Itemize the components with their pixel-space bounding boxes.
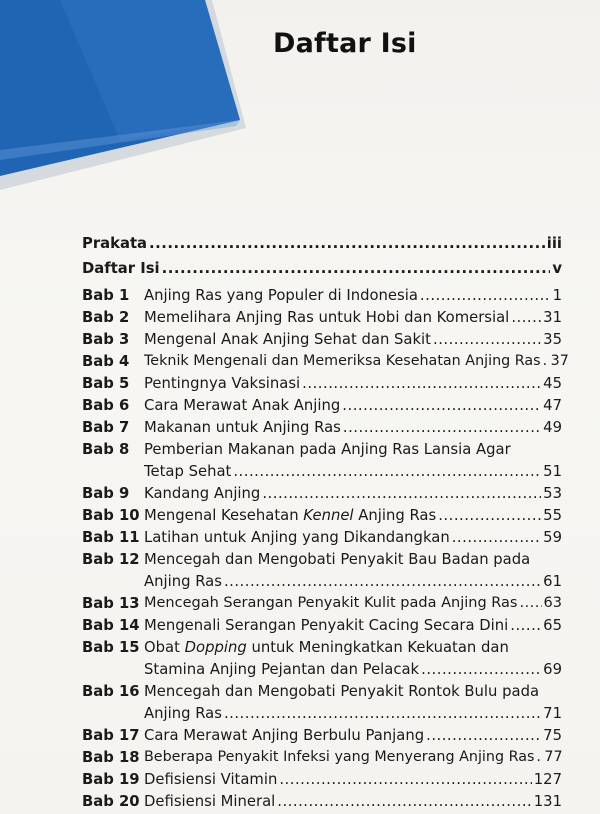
chapter-number: Bab 12 xyxy=(82,551,140,568)
dot-leader xyxy=(233,463,541,480)
entry-page: 63 xyxy=(543,595,562,611)
entry-title: Teknik Mengenali dan Memeriksa Kesehatan Anjing Ras xyxy=(144,353,541,369)
toc-entry-bab-8-line-2 xyxy=(144,463,562,480)
toc-entry-bab-17 xyxy=(144,727,562,744)
entry-title: Kandang Anjing xyxy=(144,485,261,502)
chapter-number: Bab 15 xyxy=(82,639,140,656)
toc-entry-bab-16-line-2 xyxy=(144,705,562,722)
chapter-number: Bab 3 xyxy=(82,331,130,348)
entry-title: Mencegah dan Mengobati Penyakit Bau Badan pada xyxy=(144,551,531,568)
entry-title: Daftar Isi xyxy=(82,260,160,277)
toc-entry-prakata xyxy=(82,235,562,252)
entry-page: 69 xyxy=(543,661,562,678)
toc-entry-bab-6 xyxy=(144,397,562,414)
entry-page: 75 xyxy=(543,727,562,744)
chapter-number: Bab 5 xyxy=(82,375,130,392)
entry-page: 53 xyxy=(543,485,562,502)
chapter-number: Bab 11 xyxy=(82,529,140,546)
toc-entry-bab-18 xyxy=(144,749,562,765)
entry-page: 45 xyxy=(543,375,562,392)
entry-page: v xyxy=(552,260,562,277)
dot-leader xyxy=(433,331,541,348)
entry-title: Mengenali Serangan Penyakit Cacing Secara Dini xyxy=(144,617,509,634)
dot-leader xyxy=(511,309,541,326)
entry-page: 55 xyxy=(543,507,562,524)
entry-title: Latihan untuk Anjing yang Dikandangkan xyxy=(144,529,450,546)
entry-page: 51 xyxy=(543,463,562,480)
entry-page: 1 xyxy=(552,287,562,304)
entry-page: 49 xyxy=(543,419,562,436)
entry-title-continued: Stamina Anjing Pejantan dan Pelacak xyxy=(144,661,420,678)
entry-title-continued: Anjing Ras xyxy=(144,573,222,590)
toc-entry-bab-7 xyxy=(144,419,562,436)
entry-title-continued: Anjing Ras xyxy=(144,705,222,722)
toc-entry-bab-13 xyxy=(144,595,562,611)
toc-entry-bab-20 xyxy=(144,793,562,810)
toc-entry-bab-5 xyxy=(144,375,562,392)
entry-title: Makanan untuk Anjing Ras xyxy=(144,419,341,436)
entry-title-continued: Tetap Sehat xyxy=(144,463,232,480)
chapter-number: Bab 8 xyxy=(82,441,130,458)
toc-entry-bab-10 xyxy=(144,507,562,524)
chapter-number: Bab 2 xyxy=(82,309,130,326)
dot-leader xyxy=(420,287,551,304)
entry-page: 65 xyxy=(543,617,562,634)
entry-page: 35 xyxy=(543,331,562,348)
dot-leader xyxy=(343,419,541,436)
page-title: Daftar Isi xyxy=(273,28,417,59)
dot-leader xyxy=(279,771,531,788)
title-part: untuk Meningkatkan Kekuatan dan xyxy=(246,639,509,656)
toc-entry-bab-2 xyxy=(144,309,562,326)
entry-page: 131 xyxy=(533,793,562,810)
entry-page: iii xyxy=(546,235,562,252)
dot-leader xyxy=(426,727,541,744)
toc-entry-bab-16-line-1 xyxy=(144,683,539,700)
toc-entry-bab-1 xyxy=(144,287,562,304)
dot-leader xyxy=(302,375,541,392)
entry-title: Memelihara Anjing Ras untuk Hobi dan Komersial xyxy=(144,309,510,326)
chapter-number: Bab 9 xyxy=(82,485,130,502)
entry-title: Mencegah Serangan Penyakit Kulit pada Anjing Ras xyxy=(144,595,518,611)
chapter-number: Bab 13 xyxy=(82,595,140,612)
entry-title: Cara Merawat Anak Anjing xyxy=(144,397,341,414)
entry-page: 37 xyxy=(550,353,569,369)
chapter-number: Bab 19 xyxy=(82,771,140,788)
dot-leader xyxy=(421,661,541,678)
chapter-number: Bab 7 xyxy=(82,419,130,436)
chapter-number: Bab 6 xyxy=(82,397,130,414)
entry-page: 59 xyxy=(543,529,562,546)
title-part: Obat xyxy=(144,639,185,656)
entry-title: Anjing Ras yang Populer di Indonesia xyxy=(144,287,418,304)
title-part: Mengenal Kesehatan xyxy=(144,507,304,524)
toc-entry-bab-12-line-1 xyxy=(144,551,530,568)
dot-leader xyxy=(452,529,541,546)
chapter-number: Bab 20 xyxy=(82,793,140,810)
toc-entry-bab-4 xyxy=(144,353,569,369)
entry-page: 47 xyxy=(543,397,562,414)
entry-title: Pemberian Makanan pada Anjing Ras Lansia Agar xyxy=(144,441,511,458)
title-part: Anjing Ras xyxy=(353,507,437,524)
dot-leader xyxy=(543,353,549,369)
toc-entry-bab-8-line-1 xyxy=(144,441,511,458)
entry-title: Defisiensi Mineral xyxy=(144,793,276,810)
dot-leader xyxy=(519,595,541,611)
entry-title: Prakata xyxy=(82,235,148,252)
entry-title: Cara Merawat Anjing Berbulu Panjang xyxy=(144,727,425,744)
entry-title: Defisiensi Vitamin xyxy=(144,771,278,788)
entry-page: 31 xyxy=(543,309,562,326)
entry-page: 61 xyxy=(543,573,562,590)
entry-title: Beberapa Penyakit Infeksi yang Menyerang Anjing Ras xyxy=(144,749,535,765)
dot-leader xyxy=(510,617,541,634)
dot-leader xyxy=(438,507,541,524)
entry-title: Mencegah dan Mengobati Penyakit Rontok Bulu pada xyxy=(144,683,540,700)
entry-title: Mengenal Anak Anjing Sehat dan Sakit xyxy=(144,331,431,348)
entry-title xyxy=(144,639,509,656)
title-italic-part: Dopping xyxy=(184,639,247,656)
chapter-number: Bab 18 xyxy=(82,749,140,766)
chapter-number: Bab 16 xyxy=(82,683,140,700)
title-italic-part: Kennel xyxy=(303,507,354,524)
toc-entry-bab-15-line-2 xyxy=(144,661,562,678)
entry-page: 71 xyxy=(543,705,562,722)
toc-entry-daftar-isi xyxy=(82,260,562,277)
toc-entry-bab-15-line-1 xyxy=(144,639,509,656)
entry-title: Pentingnya Vaksinasi xyxy=(144,375,301,392)
toc-entry-bab-12-line-2 xyxy=(144,573,562,590)
entry-title xyxy=(144,507,436,524)
chapter-number: Bab 10 xyxy=(82,507,140,524)
entry-page: 127 xyxy=(533,771,562,788)
dot-leader xyxy=(149,235,545,252)
entry-page: 77 xyxy=(544,749,563,765)
dot-leader xyxy=(162,260,551,277)
dot-leader xyxy=(224,705,541,722)
toc-entry-bab-19 xyxy=(144,771,562,788)
toc-entry-bab-11 xyxy=(144,529,562,546)
chapter-number: Bab 17 xyxy=(82,727,140,744)
dot-leader xyxy=(224,573,541,590)
dot-leader xyxy=(536,749,542,765)
toc-entry-bab-9 xyxy=(144,485,562,502)
chapter-number: Bab 4 xyxy=(82,353,130,370)
dot-leader xyxy=(342,397,541,414)
chapter-number: Bab 14 xyxy=(82,617,140,634)
toc-entry-bab-3 xyxy=(144,331,562,348)
chapter-number: Bab 1 xyxy=(82,287,130,304)
dot-leader xyxy=(277,793,531,810)
toc-entry-bab-14 xyxy=(144,617,562,634)
dot-leader xyxy=(262,485,541,502)
